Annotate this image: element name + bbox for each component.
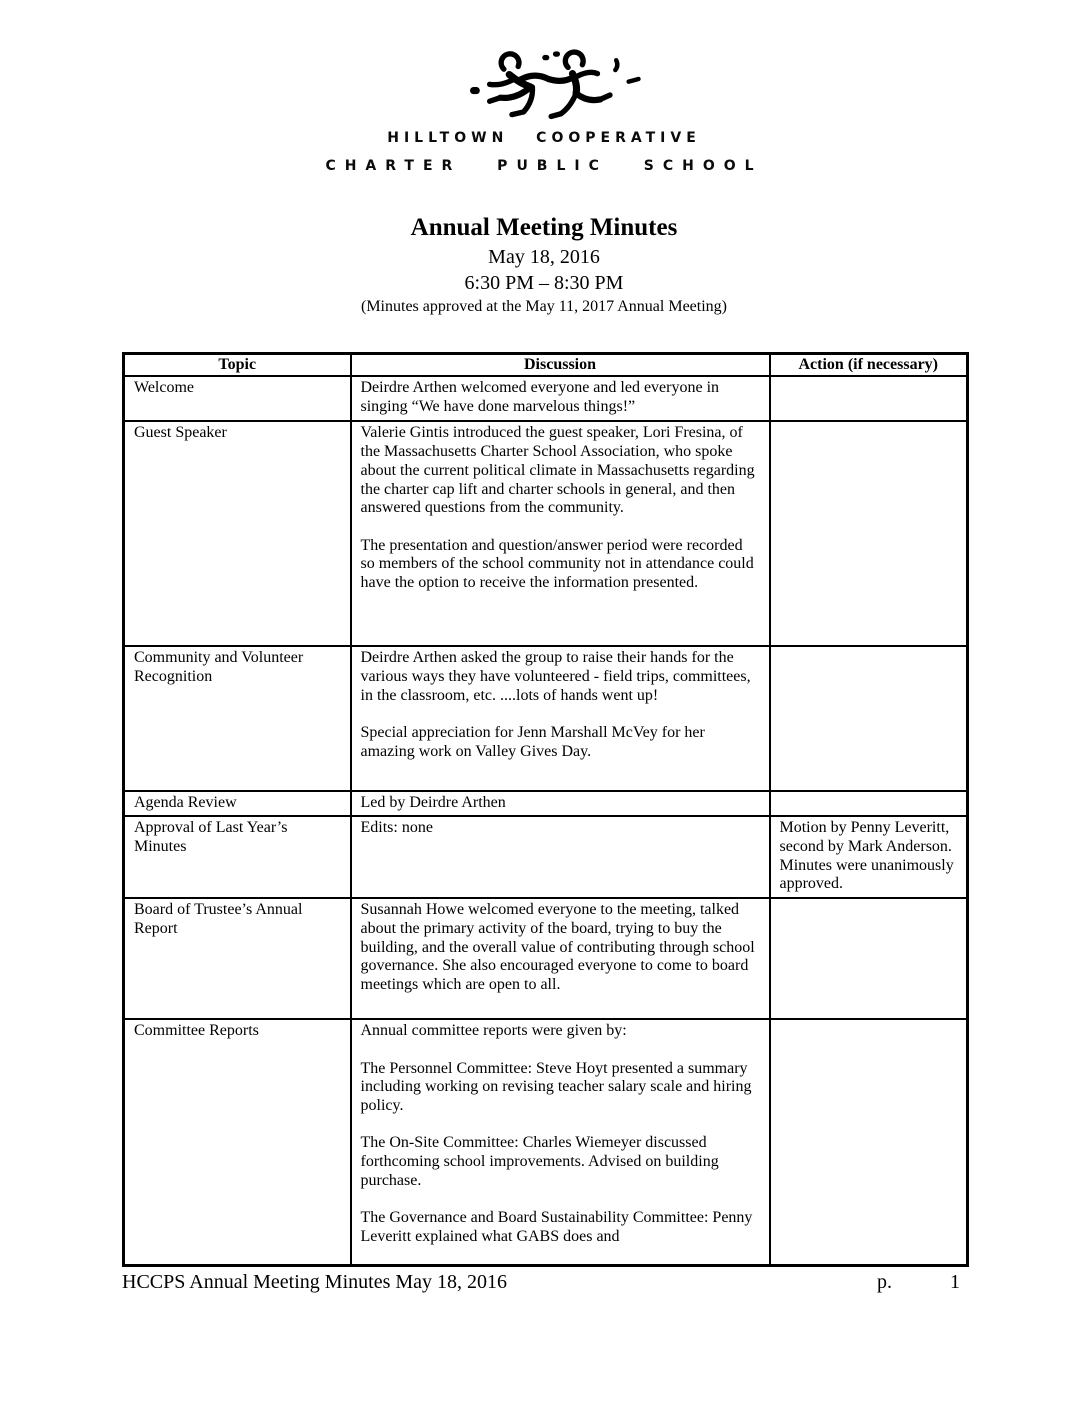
action-cell [770,898,968,1019]
table-row [124,791,968,816]
action-cell [770,791,968,816]
action-cell [770,646,968,791]
table-row [124,376,968,421]
minutes-table [122,352,969,1267]
column-header-topic: Topic [124,353,351,376]
discussion-cell: Deirdre Arthen welcomed everyone and led everyone in singing “We have done marvelous things!” [351,376,770,421]
action-cell [770,421,968,646]
topic-cell: Guest Speaker [124,421,351,646]
action-cell: Motion by Penny Leveritt, second by Mark Anderson. Minutes were unanimously approved. [770,816,968,898]
topic-cell: Approval of Last Year’s Minutes [124,816,351,898]
table-row [124,421,968,646]
table-row [124,898,968,1019]
table-row [124,816,968,898]
discussion-cell: Led by Deirdre Arthen [351,791,770,816]
meeting-time: 6:30 PM – 8:30 PM [464,271,624,294]
footer-page-group [877,1271,966,1294]
topic-cell: Community and Volunteer Recognition [124,646,351,791]
column-header-action: Action (if necessary) [770,353,968,376]
page-footer [122,1271,966,1294]
table-header-row [124,353,968,376]
discussion-cell: Annual committee reports were given by: The Personnel Committee: Steve Hoyt presented a summary including working on revising teacher salary scale and hiring policy. The On-Site Committee: Charles Wiemeyer discussed forthcoming school improvements. Advised on building purchase. The Governance and Board Sustainability Committee: Penny Leveritt explained what GABS does and [351,1019,770,1265]
page-title: Annual Meeting Minutes [410,214,678,241]
topic-cell: Committee Reports [124,1019,351,1265]
topic-cell: Welcome [124,376,351,421]
school-logo [0,0,1088,174]
approval-note: (Minutes approved at the May 11, 2017 Annual Meeting) [361,297,727,315]
meeting-date: May 18, 2016 [488,245,600,268]
footer-title: HCCPS Annual Meeting Minutes May 18, 2016 [122,1270,508,1293]
action-cell [770,1019,968,1265]
document-header [0,214,1088,316]
topic-cell: Board of Trustee’s Annual Report [124,898,351,1019]
table-row [124,646,968,791]
logo-text-line1: HILLTOWN COOPERATIVE [387,130,701,146]
table-row [124,1019,968,1265]
discussion-cell: Valerie Gintis introduced the guest speaker, Lori Fresina, of the Massachusetts Charter School Association, who spoke about the current political climate in Massachusetts regarding the charter cap lift and charter schools in general, and then answered questions from the community. The presentation and question/answer period were recorded so members of the school community not in attendance could have the option to receive the information presented. [351,421,770,646]
footer-page-label: p. [877,1270,892,1293]
running-figures-icon [439,46,649,128]
discussion-cell: Deirdre Arthen asked the group to raise their hands for the various ways they have volunteered - field trips, committees, in the classroom, etc. ....lots of hands went up! Special appreciation for Jenn Marshall McVey for her amazing work on Valley Gives Day. [351,646,770,791]
discussion-cell: Susannah Howe welcomed everyone to the meeting, talked about the primary activity of the board, trying to buy the building, and the overall value of contributing through school governance. She also encouraged everyone to come to board meetings which are open to all. [351,898,770,1019]
discussion-cell: Edits: none [351,816,770,898]
footer-page-number: 1 [950,1270,960,1293]
action-cell [770,376,968,421]
column-header-discussion: Discussion [351,353,770,376]
topic-cell: Agenda Review [124,791,351,816]
logo-text-line2: CHARTER PUBLIC SCHOOL [325,158,763,174]
